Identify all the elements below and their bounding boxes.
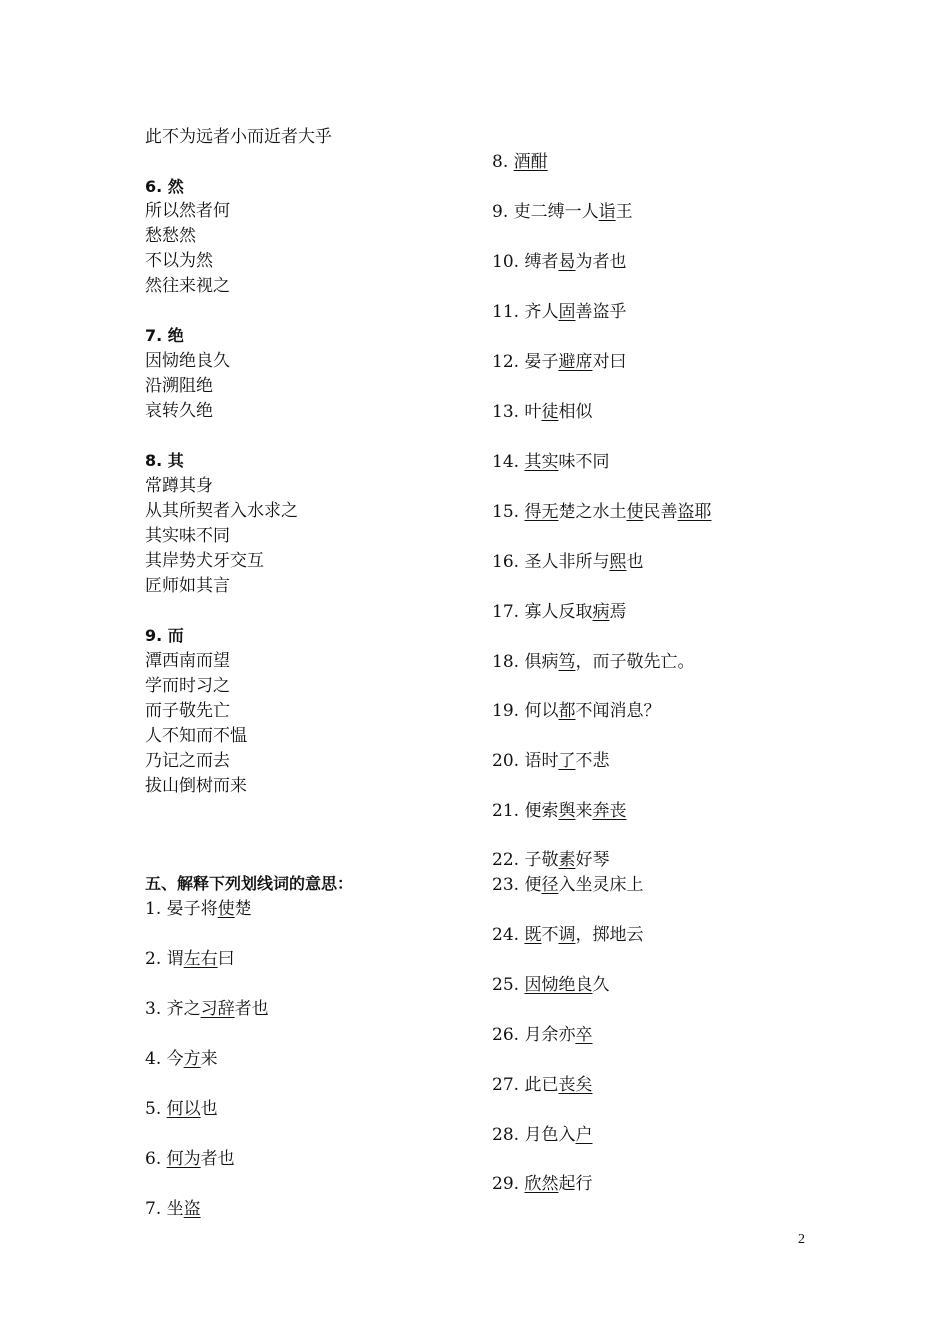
text-segment: 愁愁然 [145,226,196,246]
text-segment: 相似 [558,402,593,422]
text-segment: 此不为远者小而近者大乎 [145,127,332,147]
text-segment: 学而时习之 [145,676,230,696]
text-line [145,899,252,919]
text-line [145,401,213,421]
text-line [492,875,643,895]
text-segment: 潭西南而望 [145,651,230,671]
text-line [145,251,213,271]
text-segment: 王 [615,202,633,222]
underlined-word: 使 [626,502,644,522]
text-segment: 22. 子敬 [492,850,559,870]
text-segment: 26. 月余亦 [492,1025,576,1045]
underlined-word: 徒 [541,402,559,422]
text-line [492,502,711,522]
text-segment: 者也 [234,999,269,1019]
text-line [145,949,235,969]
text-segment: 不 [541,925,559,945]
underlined-word: 盗 [183,1199,201,1219]
page-number: 2 [798,1232,805,1247]
text-segment: 10. 缚者 [492,252,559,272]
text-segment: 不闻消息？ [575,701,661,721]
underlined-word: 熙 [609,552,627,572]
text-segment: 所以然者何 [145,201,230,221]
text-segment: 好琴 [575,850,610,870]
text-segment: 起行 [558,1174,593,1194]
text-line [492,652,694,672]
text-segment: 也 [626,552,644,572]
text-segment: 4. 今 [145,1049,184,1069]
underlined-word: 酒酣 [513,152,548,172]
text-segment: 7. 坐 [145,1199,184,1219]
underlined-word: 因恸绝良 [524,975,593,995]
text-segment: 6. [145,1149,167,1169]
text-segment: 久 [592,975,610,995]
text-segment: ，掷地云 [575,925,644,945]
text-segment: 8. [492,152,514,172]
text-segment: 20. 语时 [492,751,559,771]
underlined-word: 方 [183,1049,201,1069]
text-segment: 曰 [217,949,235,969]
text-segment: 23. 便 [492,875,542,895]
underlined-word: 舆 [558,801,576,821]
text-segment: 而子敬先亡 [145,701,230,721]
text-segment: 也 [200,1099,218,1119]
text-line [492,552,643,572]
text-line [492,602,626,622]
text-line [492,751,609,771]
text-segment: 善盗乎 [575,302,627,322]
section-heading [145,626,184,646]
text-line [492,302,626,322]
text-segment: 8. 其 [145,451,184,470]
underlined-word: 固 [558,302,576,322]
text-line [145,726,247,746]
text-line [492,850,609,870]
underlined-word: 得无 [524,502,559,522]
text-line [492,252,626,272]
underlined-word: 既 [524,925,542,945]
underlined-word: 习辞 [200,999,235,1019]
underlined-word: 何以 [166,1099,201,1119]
text-line [492,452,609,472]
text-line [145,351,230,371]
text-line [145,751,230,771]
text-segment: 9. 吏二缚一人 [492,202,599,222]
section-heading [145,451,184,471]
text-line [492,1075,592,1095]
text-line [145,476,213,496]
text-segment: 不悲 [575,751,610,771]
text-line [145,776,247,796]
text-segment: 7. 绝 [145,326,184,345]
section-heading [145,874,353,894]
text-segment: 从其所契者入水求之 [145,501,298,521]
text-segment: 乃记之而去 [145,751,230,771]
text-line [145,701,230,721]
underlined-word: 欣然 [524,1174,559,1194]
text-segment: 18. 俱病 [492,652,559,672]
text-segment: 11. 齐人 [492,302,559,322]
text-line [145,651,230,671]
underlined-word: 都 [558,701,576,721]
text-segment: 1. 晏子将 [145,899,218,919]
text-line [145,1199,201,1219]
underlined-word: 左右 [183,949,218,969]
section-heading [145,177,184,197]
text-line [492,1125,592,1145]
text-segment: 入坐灵床上 [558,875,644,895]
text-line [145,1149,235,1169]
text-segment: 27. 此已 [492,1075,559,1095]
text-segment: 匠师如其言 [145,576,230,596]
text-line [145,276,230,296]
text-segment: 拔山倒树而来 [145,776,247,796]
underlined-word: 了 [558,751,576,771]
underlined-word: 其实 [524,452,559,472]
section-heading [145,326,184,346]
text-line [145,501,298,521]
underlined-word: 笃 [558,652,576,672]
text-line [145,576,230,596]
text-line [145,999,269,1019]
text-segment: 人不知而不愠 [145,726,247,746]
underlined-word: 曷 [558,252,576,272]
text-segment: 来 [575,801,593,821]
text-segment: 对曰 [592,352,627,372]
text-segment: 24. [492,925,525,945]
text-line [492,1025,592,1045]
text-line [492,925,643,945]
text-segment: 21. 便索 [492,801,559,821]
text-segment: 5. [145,1099,167,1119]
underlined-word: 卒 [575,1025,593,1045]
text-segment: 25. [492,975,525,995]
text-segment: 来 [200,1049,218,1069]
text-segment: 19. 何以 [492,701,559,721]
text-line [492,801,626,821]
text-segment: 13. 叶 [492,402,542,422]
text-segment: 16. 圣人非所与 [492,552,610,572]
text-segment: 楚 [234,899,252,919]
text-line [492,701,660,721]
underlined-word: 丧矣 [558,1075,593,1095]
text-segment: 2. 谓 [145,949,184,969]
underlined-word: 径 [541,875,559,895]
text-segment: 29. [492,1174,525,1194]
text-segment: 沿溯阻绝 [145,376,213,396]
text-segment: 者也 [200,1149,235,1169]
underlined-word: 避席 [558,352,593,372]
text-line [145,1099,218,1119]
underlined-word: 素 [558,850,576,870]
text-segment: 不以为然 [145,251,213,271]
text-line [145,376,213,396]
text-segment: 14. [492,452,525,472]
underlined-word: 户 [575,1125,593,1145]
text-segment: 焉 [609,602,627,622]
text-segment: 9. 而 [145,626,184,645]
text-segment: 然往来视之 [145,276,230,296]
text-segment: 12. 晏子 [492,352,559,372]
text-segment: 17. 寡人反取 [492,602,593,622]
text-line [145,551,264,571]
text-line [492,975,609,995]
text-line [145,127,332,147]
text-line [145,226,196,246]
text-line [145,201,230,221]
text-segment: 味不同 [558,452,610,472]
text-segment: 常蹲其身 [145,476,213,496]
text-segment: 28. 月色入 [492,1125,576,1145]
underlined-word: 盗耶 [677,502,712,522]
underlined-word: 何为 [166,1149,201,1169]
text-line [492,152,548,172]
underlined-word: 奔丧 [592,801,627,821]
text-line [145,676,230,696]
text-segment: 哀转久绝 [145,401,213,421]
text-segment: 其实味不同 [145,526,230,546]
underlined-word: 病 [592,602,610,622]
text-line [492,1174,592,1194]
underlined-word: 诣 [598,202,616,222]
text-segment: 15. [492,502,525,522]
text-segment: 民善 [643,502,678,522]
text-segment: ，而子敬先亡。 [575,652,695,672]
text-segment: 为者也 [575,252,627,272]
text-segment: 其岸势犬牙交互 [145,551,264,571]
text-segment: 五、解释下列划线词的意思： [145,874,354,893]
text-segment: 楚之水土 [558,502,627,522]
text-line [492,202,633,222]
text-line [492,402,592,422]
text-line [145,526,230,546]
text-segment: 因恸绝良久 [145,351,230,371]
text-line [145,1049,218,1069]
text-segment: 3. 齐之 [145,999,201,1019]
text-line [492,352,626,372]
underlined-word: 使 [217,899,235,919]
underlined-word: 调 [558,925,576,945]
text-segment: 6. 然 [145,177,184,196]
